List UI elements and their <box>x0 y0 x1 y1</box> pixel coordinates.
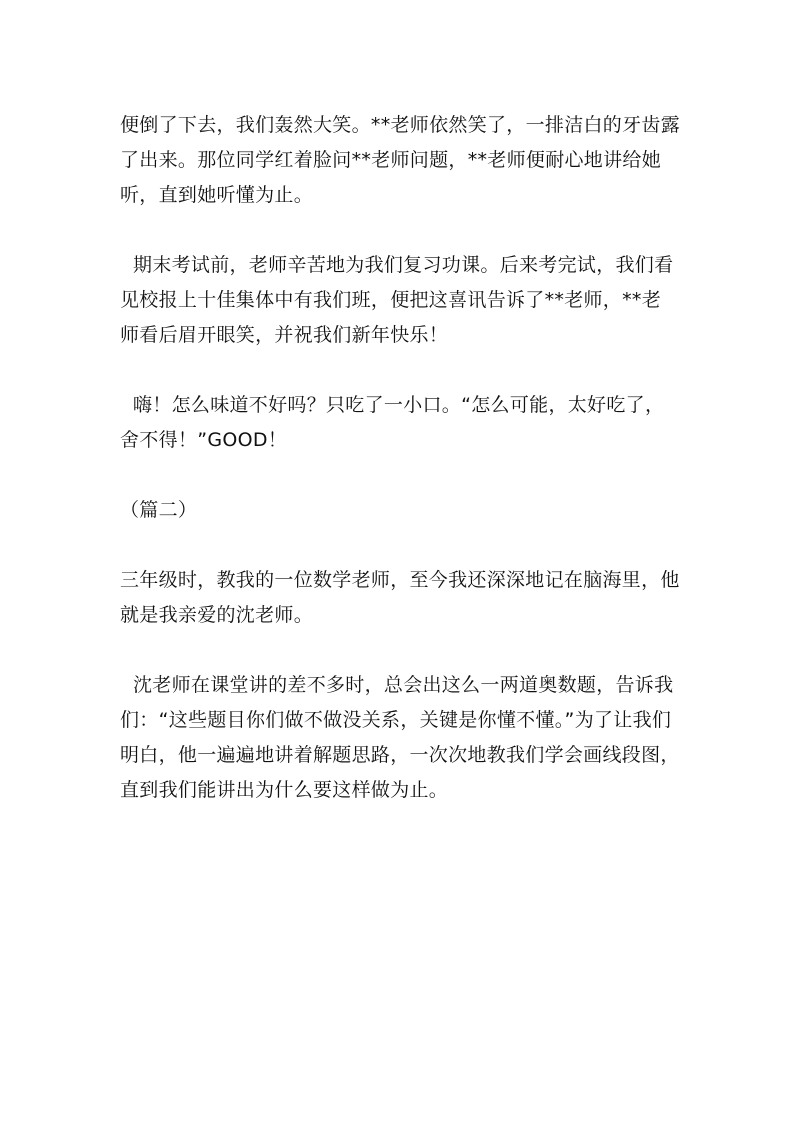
paragraph-taste: 嗨！怎么味道不好吗？只吃了一小口。“怎么可能，太好吃了，舍不得！”GOOD！ <box>120 394 665 451</box>
paragraph-continuation: 便倒了下去，我们轰然大笑。**老师依然笑了，一排洁白的牙齿露了出来。那位同学红着脸问**老师问题，**老师便耐心地讲给她听，直到她听懂为止。 <box>120 114 681 206</box>
section-heading-part-two: （篇二） <box>120 499 198 521</box>
document-page <box>120 108 680 843</box>
paragraph-math-teacher-intro: 三年级时，教我的一位数学老师，至今我还深深地记在脑海里，他就是我亲爱的沈老师。 <box>120 569 680 626</box>
paragraph-exam-review: 期末考试前，老师辛苦地为我们复习功课。后来考完试，我们看见校报上十佳集体中有我们班，便把这喜讯告诉了**老师，**老师看后眉开眼笑，并祝我们新年快乐！ <box>120 254 674 346</box>
paragraph-math-teacher-class: 沈老师在课堂讲的差不多时，总会出这么一两道奥数题，告诉我们：“这些题目你们做不做没关系，关键是你懂不懂。”为了让我们明白，他一遍遍地讲着解题思路，一次次地教我们学会画线段图，直到我们能讲出为什么要这样做为止。 <box>120 674 680 801</box>
